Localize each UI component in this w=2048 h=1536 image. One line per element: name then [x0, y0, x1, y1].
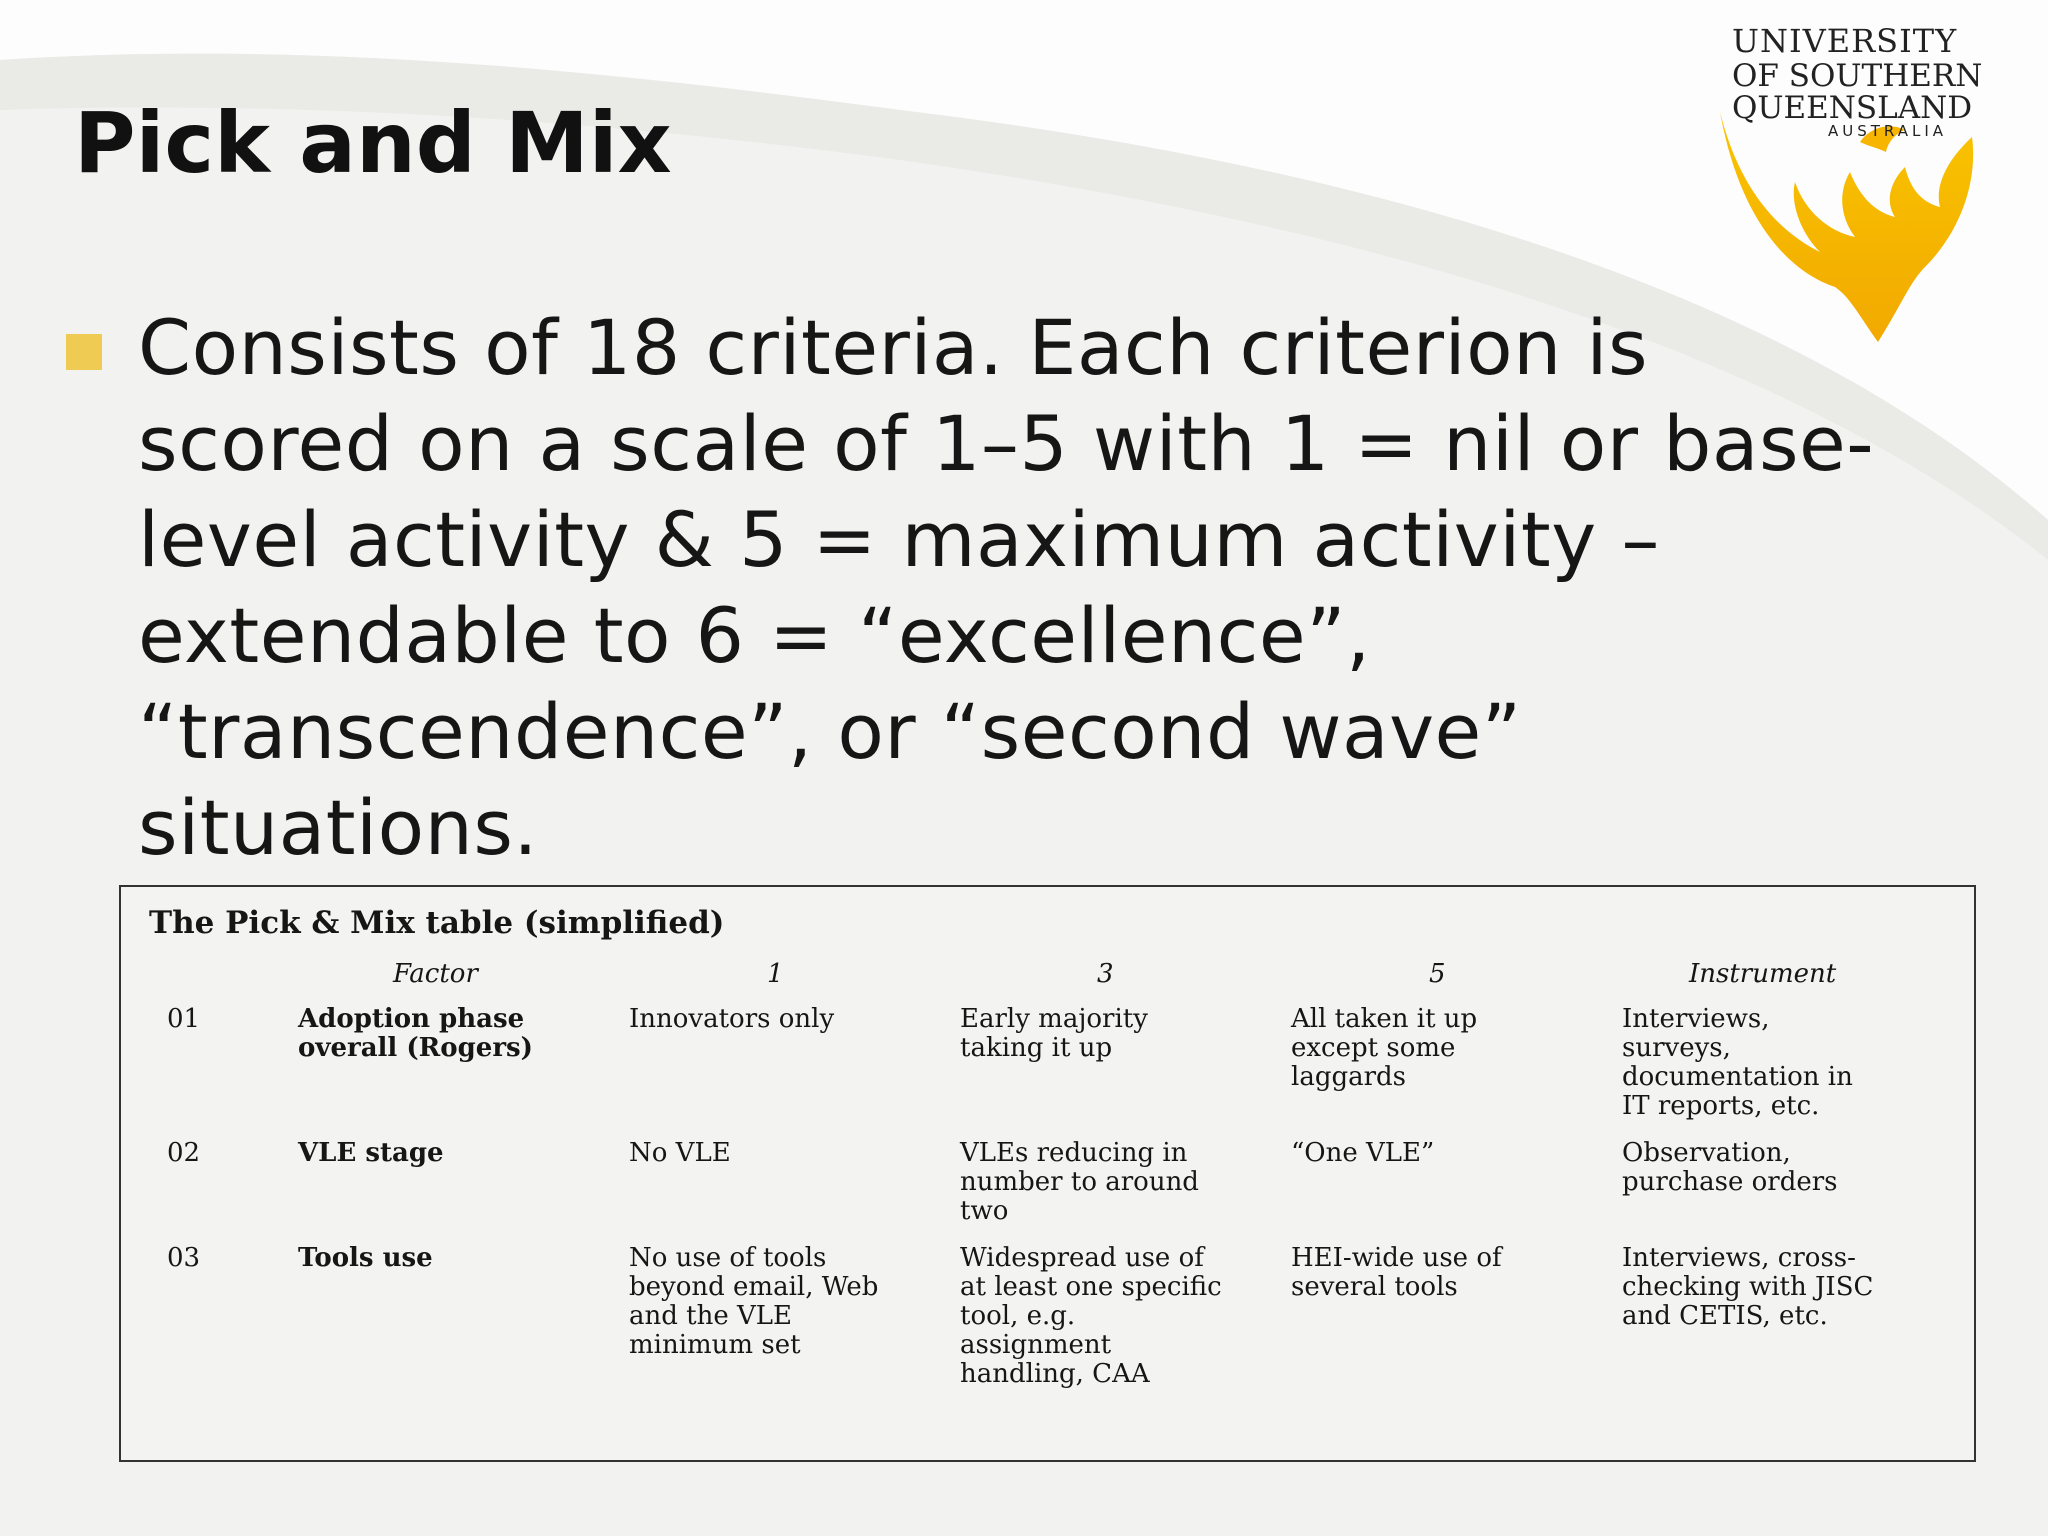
- row-instrument: Observation, purchase orders: [1622, 1138, 1838, 1197]
- row-score-5: HEI-wide use of several tools: [1291, 1243, 1502, 1302]
- bullet-marker: [66, 334, 102, 370]
- bullet-line: situations.: [138, 783, 539, 872]
- row-factor: Tools use: [298, 1243, 433, 1273]
- university-logo: [1710, 22, 2000, 322]
- row-factor: VLE stage: [298, 1138, 444, 1168]
- logo-text-australia: AUSTRALIA: [1828, 122, 1948, 140]
- row-score-5: “One VLE”: [1291, 1138, 1435, 1168]
- bullet-line: level activity & 5 = maximum activity –: [138, 495, 1660, 584]
- row-number: 03: [167, 1243, 201, 1273]
- row-score-3: Early majority taking it up: [960, 1004, 1148, 1063]
- table-caption: The Pick & Mix table (simplified): [149, 905, 725, 941]
- header-score-5: 5: [1429, 959, 1446, 989]
- row-score-5: All taken it up except some laggards: [1291, 1004, 1478, 1092]
- header-score-3: 3: [1097, 959, 1114, 989]
- header-factor: Factor: [393, 959, 478, 989]
- bullet-text: [138, 300, 2038, 876]
- bullet-line: “transcendence”, or “second wave”: [138, 687, 1522, 776]
- row-instrument: Interviews, surveys, documentation in IT reports, etc.: [1622, 1004, 1853, 1121]
- row-instrument: Interviews, cross- checking with JISC and CETIS, etc.: [1622, 1243, 1874, 1331]
- logo-text-university: UNIVERSITY: [1732, 22, 1958, 60]
- slide-title: Pick and Mix: [74, 94, 672, 192]
- bullet-line: extendable to 6 = “excellence”,: [138, 591, 1371, 680]
- row-score-3: VLEs reducing in number to around two: [960, 1138, 1199, 1226]
- row-number: 01: [167, 1004, 201, 1034]
- row-score-1: Innovators only: [629, 1004, 835, 1034]
- bullet-line: Consists of 18 criteria. Each criterion is: [138, 303, 1649, 392]
- header-score-1: 1: [767, 959, 784, 989]
- bullet-line: scored on a scale of 1–5 with 1 = nil or base-: [138, 399, 1875, 488]
- logo-text-queensland: QUEENSLAND: [1732, 90, 1973, 126]
- pick-and-mix-table: [119, 885, 1976, 1462]
- row-score-1: No VLE: [629, 1138, 731, 1168]
- row-score-1: No use of tools beyond email, Web and the VLE minimum set: [629, 1243, 879, 1360]
- header-instrument: Instrument: [1689, 959, 1837, 989]
- row-factor: Adoption phase overall (Rogers): [298, 1004, 533, 1063]
- logo-text-of-southern: OF SOUTHERN: [1732, 58, 1983, 94]
- row-score-3: Widespread use of at least one specific tool, e.g. assignment handling, CAA: [960, 1243, 1222, 1389]
- row-number: 02: [167, 1138, 201, 1168]
